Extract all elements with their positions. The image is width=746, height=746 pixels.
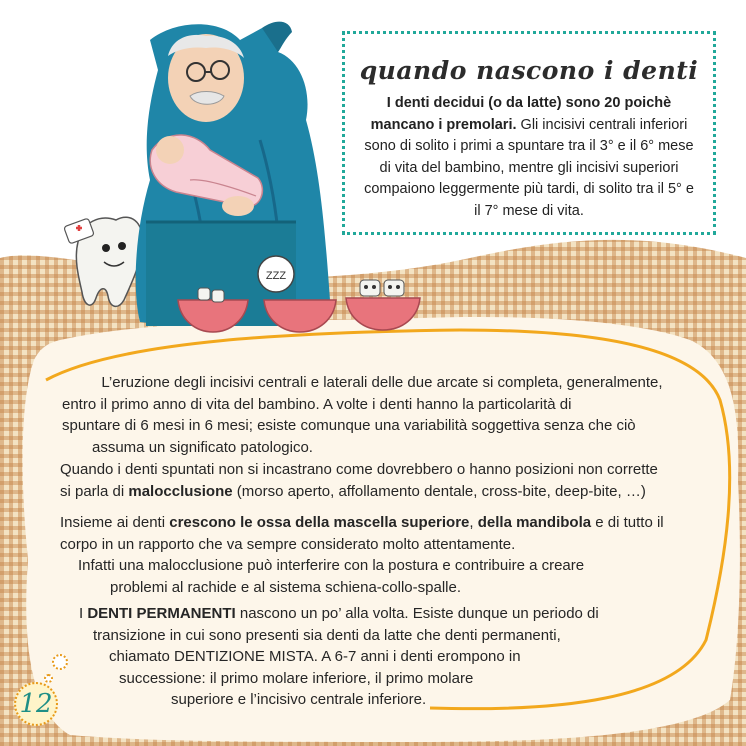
tooth-character: [64, 217, 142, 306]
p1-line-4: assuma un significato patologico.: [92, 438, 313, 456]
info-box: [342, 31, 716, 235]
info-box-body: Gli incisivi centrali inferiori sono di solito i primi a spuntare tra il 3° e il 6° mese di vita del bambino, mentre gli incisivi superiori compaiono leggermente più tardi, di solito tra il 5° e il 7° mese di vita.: [364, 116, 694, 219]
bowl-middle: [264, 300, 336, 332]
p1-line-2: entro il primo anno di vita del bambino. A volte i denti hanno la particolarità di: [62, 395, 572, 413]
p3-line-1: Insieme ai denti crescono le ossa della mascella superiore, della mandibola e di tutto il: [60, 514, 664, 531]
paragraph-1: [62, 372, 702, 458]
info-box-bold-lead: I denti decidui (o da latte) sono 20 poichè mancano i premolari.: [370, 95, 672, 133]
page-number: 12: [14, 682, 58, 726]
p3-line-3: Infatti una malocclusione può interferire con la postura e contribuire a creare: [78, 557, 585, 574]
p2-line-1: Quando i denti spuntati non si incastrano come dovrebbero o hanno posizioni non corrette: [60, 461, 658, 478]
p4-line-2: transizione in cui sono presenti sia denti da latte che denti permanenti,: [93, 626, 561, 644]
decor-dot-small: [44, 674, 53, 683]
p3-line-4: problemi al rachide e al sistema schiena-collo-spalle.: [110, 578, 461, 596]
bowl-right: [346, 280, 420, 330]
p1-line-3: spuntare di 6 mesi in 6 mesi; esiste comunque una variabilità soggettiva senza che ciò: [62, 417, 636, 434]
info-box-text: [359, 93, 699, 222]
paragraph-3: [60, 512, 664, 598]
p4-line-4: successione: il primo molare inferiore, il primo molare: [119, 669, 474, 687]
p4-line-3: chiamato DENTIZIONE MISTA. A 6-7 anni i denti erompono in: [109, 648, 521, 665]
paragraph-4: [79, 603, 599, 711]
p1-line-1: L’eruzione degli incisivi centrali e laterali delle due arcate si completa, generalmente,: [101, 374, 663, 391]
p4-line-1: I DENTI PERMANENTI nascono un po’ alla volta. Esiste dunque un periodo di: [79, 605, 599, 622]
malocclusione-term: malocclusione: [128, 482, 233, 500]
p4-line-5: superiore e l’incisivo centrale inferiore.: [171, 691, 427, 708]
p2-line-2: si parla di malocclusione (morso aperto, affollamento dentale, cross-bite, deep-bite, …): [60, 482, 646, 500]
paragraph-2: [60, 459, 658, 502]
zzz-bubble: [258, 256, 294, 292]
p3-line-2: corpo in un rapporto che va sempre considerato molto attentamente.: [60, 535, 516, 553]
decor-dot-large: [52, 654, 68, 670]
zzz-label: ZZZ: [265, 270, 287, 282]
info-box-title: quando nascono i denti: [359, 56, 699, 85]
